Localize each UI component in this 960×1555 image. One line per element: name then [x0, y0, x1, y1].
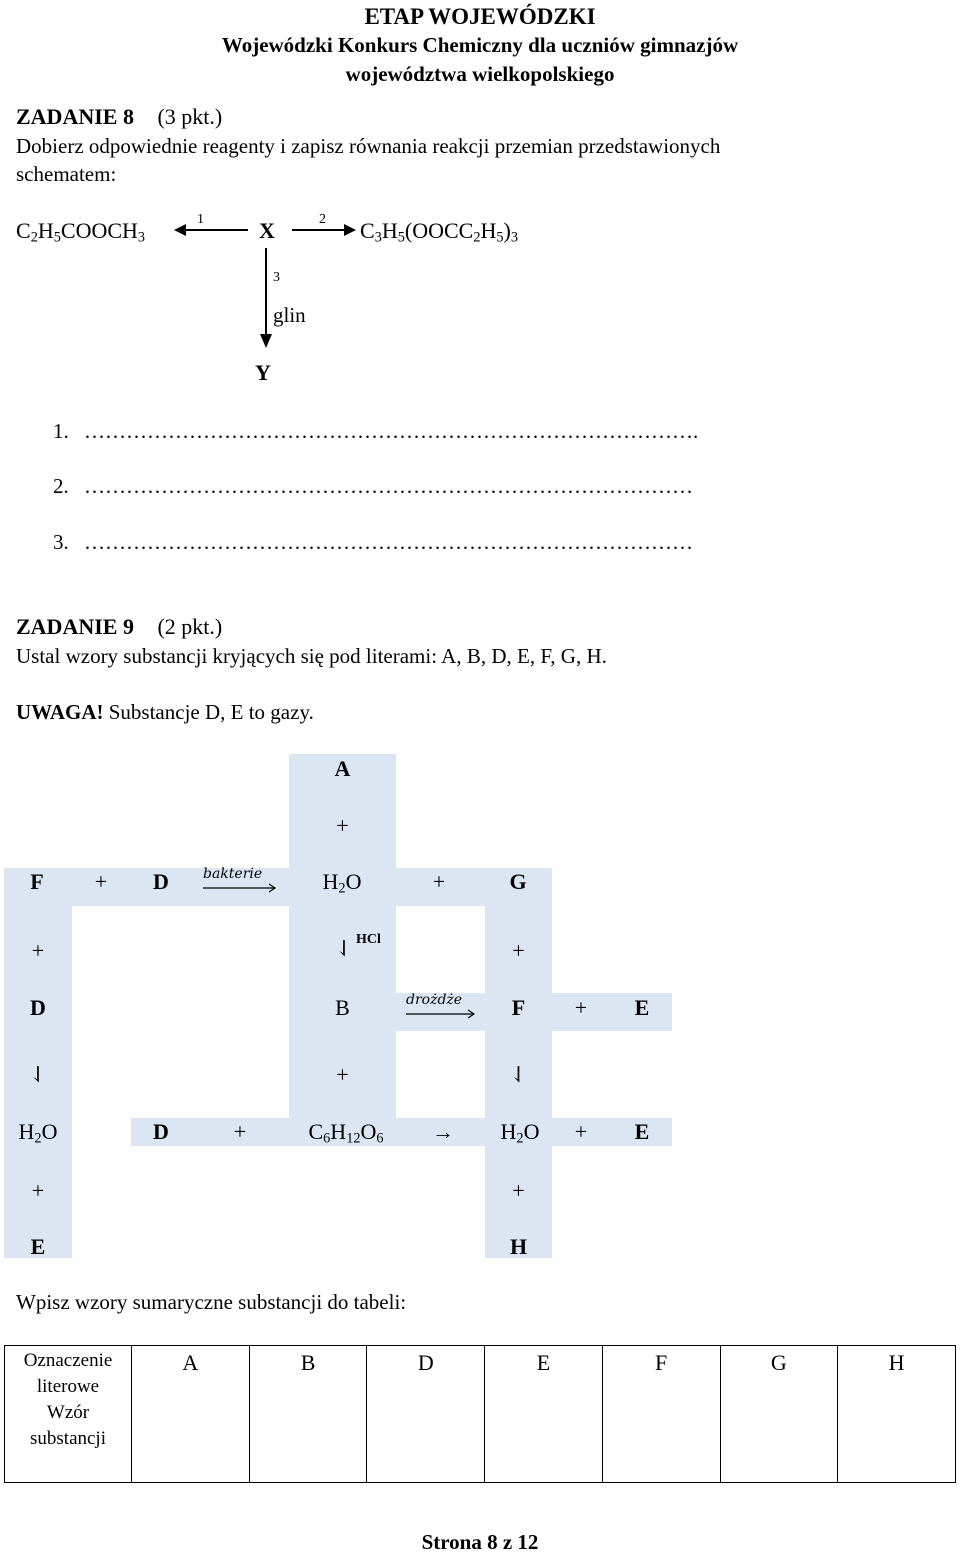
triester-formula: $C_3H_5(OOCC_2H_5)_3$ — [360, 218, 519, 246]
label-drozdze: drożdże — [406, 992, 463, 1008]
answer-line-3 — [53, 530, 693, 555]
label-d-bottom: D — [153, 1119, 169, 1144]
arrow-2-head — [344, 224, 356, 236]
table-cell-a[interactable]: A — [132, 1346, 250, 1483]
table-cell-e[interactable]: E — [485, 1346, 603, 1483]
label-h: H — [509, 1234, 528, 1259]
arrow-photosynthesis: → — [432, 1119, 454, 1144]
compound-x: X — [259, 218, 275, 243]
water-bottom: $H_2O$ — [500, 1119, 540, 1147]
task9-instruction: Ustal wzory substancji kryjących się pod literami: A, B, D, E, F, G, H. — [16, 644, 607, 668]
page-number: Strona 8 z 12 — [421, 1530, 539, 1554]
plus-f-d: + — [94, 869, 108, 894]
arrow-1-label: 1 — [197, 212, 204, 227]
task9-heading — [16, 614, 222, 640]
arrow-2-label: 2 — [319, 212, 326, 227]
answer-num-1: 1. — [53, 419, 69, 443]
water-left: $H_2O$ — [18, 1119, 58, 1147]
task9-points: (2 pkt.) — [157, 614, 223, 639]
arrow-3-head — [260, 334, 272, 348]
note-text: Substancje D, E to gazy. — [103, 700, 314, 724]
cell-a — [289, 754, 396, 811]
contest-name: Wojewódzki Konkurs Chemiczny dla uczniów gimnazjów — [221, 33, 739, 57]
plus-g-f: + — [512, 938, 525, 963]
table-cell-g[interactable]: G — [720, 1346, 838, 1483]
table-cell-b[interactable]: B — [249, 1346, 367, 1483]
plus-h2o-e: + — [574, 1119, 588, 1144]
answer-dots-3[interactable]: …………………………………………………………………………… — [84, 530, 693, 554]
down-arrow-hcl: ⇃ — [334, 936, 354, 961]
plus-f-e: + — [574, 995, 588, 1020]
plus-left-2: + — [31, 1178, 45, 1203]
label-e-left: E — [30, 1234, 46, 1259]
water-top: $H_2O$ — [322, 869, 362, 897]
label-bakterie: bakterie — [203, 866, 263, 882]
label-hcl: HCl — [356, 932, 381, 947]
answer-num-3: 3. — [53, 530, 69, 554]
table-cell-h[interactable]: H — [838, 1346, 956, 1483]
cell-plus-a — [289, 811, 396, 868]
plus-left-1: + — [31, 938, 45, 963]
answer-line-2 — [53, 474, 693, 499]
label-b: B — [335, 995, 350, 1020]
label-e-mid: E — [634, 995, 650, 1020]
table-cell-f[interactable]: F — [602, 1346, 720, 1483]
reagent-glin: glin — [273, 303, 306, 327]
plus-d-glucose: + — [233, 1119, 247, 1144]
label-g: G — [509, 869, 527, 894]
table-cell-d[interactable]: D — [367, 1346, 485, 1483]
plus-a: + — [336, 813, 349, 838]
note-warning: UWAGA! — [16, 700, 104, 724]
table-intro: Wpisz wzory sumaryczne substancji do tabeli: — [16, 1290, 407, 1314]
label-a: A — [334, 756, 351, 781]
plus-f-bottom: + — [512, 1178, 525, 1203]
task9-note — [16, 700, 314, 725]
ester-formula: $C_2H_5COOCH_3$ — [16, 218, 146, 246]
plus-h2o-g: + — [432, 869, 446, 894]
task9-title: ZADANIE 9 — [16, 614, 134, 639]
label-f: F — [511, 995, 526, 1020]
row-label-formula: Wzór substancji — [30, 1402, 106, 1449]
answer-num-2: 2. — [53, 474, 69, 498]
task8-instruction-2: schematem: — [16, 162, 117, 186]
down-arrow-left: ⇃ — [28, 1062, 48, 1087]
task8-title: ZADANIE 8 — [16, 104, 134, 129]
answer-table — [4, 1345, 956, 1483]
label-d-top: D — [153, 869, 169, 894]
table-row — [5, 1346, 956, 1483]
label-d-left: D — [30, 995, 46, 1020]
answer-line-1 — [53, 419, 698, 444]
plus-b: + — [336, 1062, 349, 1087]
arrow-3-label: 3 — [273, 270, 280, 285]
down-arrow-f: ⇃ — [509, 1062, 528, 1087]
arrow-1-head — [174, 224, 186, 236]
table-row-label — [5, 1346, 132, 1483]
arrow-3 — [254, 246, 278, 352]
contest-stage: ETAP WOJEWÓDZKI — [364, 4, 596, 29]
row-label-letters: Oznaczenie literowe — [23, 1350, 113, 1397]
label-f-top: F — [30, 869, 44, 894]
task8-instruction-1: Dobierz odpowiednie reagenty i zapisz równania reakcji przemian przedstawionych — [16, 134, 721, 158]
arrow-bakterie — [203, 882, 279, 894]
arrow-drozdze — [406, 1008, 478, 1020]
compound-y: Y — [255, 360, 271, 385]
contest-region: województwa wielkopolskiego — [345, 62, 615, 86]
glucose: $C_6H_{12}O_6$ — [308, 1119, 384, 1147]
answer-dots-1[interactable]: ……………………………………………………………………………. — [84, 419, 699, 443]
task8-heading — [16, 104, 222, 130]
answer-dots-2[interactable]: …………………………………………………………………………… — [84, 474, 693, 498]
label-e-bottom: E — [634, 1119, 650, 1144]
task8-points: (3 pkt.) — [157, 104, 223, 129]
